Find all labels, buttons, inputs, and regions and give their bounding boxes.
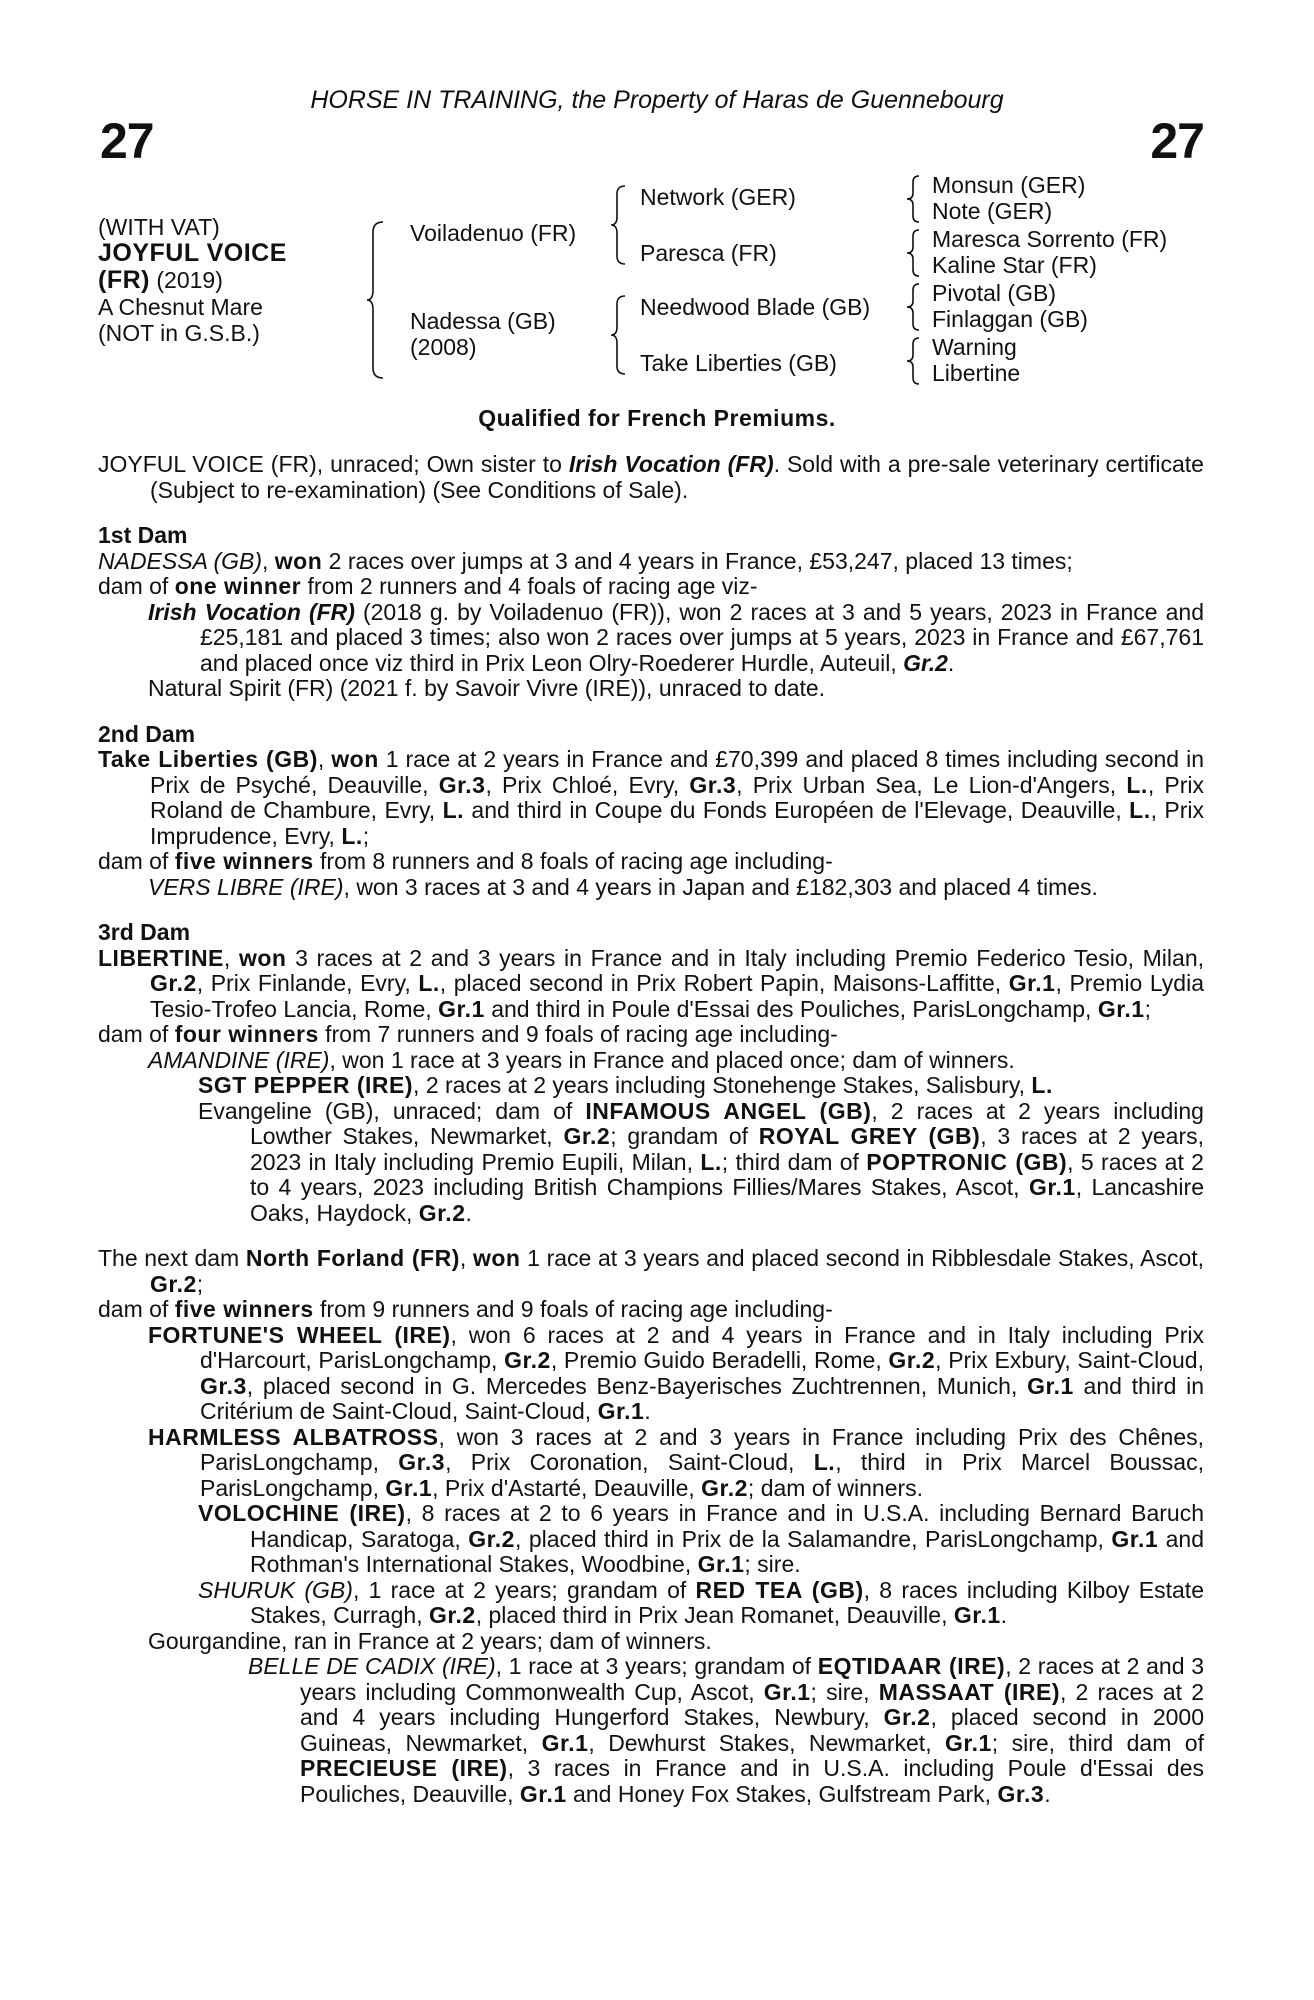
third-dam-p1 bbox=[98, 946, 1204, 1023]
text-run: Gr.1 bbox=[945, 1729, 992, 1756]
text-run: five winners bbox=[174, 848, 314, 874]
text-run: Gr.2 bbox=[428, 1602, 476, 1628]
text-run: L. bbox=[418, 970, 440, 996]
text-run: Gr.2 bbox=[903, 649, 948, 676]
text-run: Evangeline (GB), unraced; dam of bbox=[198, 1097, 586, 1124]
grandsire-2: Note (GER) bbox=[932, 198, 1053, 224]
text-run: L. bbox=[442, 797, 465, 823]
text-run: 1 race at 2 years in France and £70,399 and placed 8 times including second in Prix de Psyché, Deauville, bbox=[150, 746, 1204, 798]
grandsire-7: Warning bbox=[932, 334, 1017, 360]
first-dam-p2 bbox=[98, 574, 1204, 600]
text-run: , 1 race at 3 years; grandam of bbox=[495, 1653, 818, 1679]
dam-dam: Take Liberties (GB) bbox=[640, 350, 837, 376]
text-run: ; bbox=[1144, 995, 1151, 1022]
text-run: , placed third in Prix de la Salamandre, ParisLongchamp, bbox=[514, 1525, 1112, 1552]
text-run: Natural Spirit (FR) (2021 f. by Savoir Vivre (IRE)), unraced to date. bbox=[148, 675, 826, 701]
text-run: , 2 races at 2 and 4 years including Hungerford Stakes, Newbury, bbox=[300, 1678, 1204, 1730]
text-run: The next dam bbox=[98, 1245, 246, 1271]
text-run: dam of bbox=[98, 1021, 175, 1047]
grandsire-1: Monsun (GER) bbox=[932, 172, 1086, 198]
grandsire-3: Maresca Sorrento (FR) bbox=[932, 226, 1168, 252]
first-dam-heading: 1st Dam bbox=[98, 522, 188, 548]
text-run: four winners bbox=[174, 1021, 319, 1047]
dam-year: (2008) bbox=[410, 334, 477, 360]
text-run: Gr.2 bbox=[883, 1704, 931, 1730]
horse-description: A Chesnut Mare bbox=[98, 294, 263, 320]
text-run: RED TEA (GB) bbox=[695, 1576, 864, 1603]
third-dam-heading: 3rd Dam bbox=[98, 919, 191, 945]
next-dam-p2 bbox=[98, 1297, 1204, 1323]
text-run: , Prix d'Astarté, Deauville, bbox=[432, 1474, 702, 1501]
next-dam-p8 bbox=[98, 1654, 1204, 1807]
text-run: ; third dam of bbox=[721, 1148, 867, 1175]
next-dam-p7 bbox=[98, 1629, 1204, 1655]
vat-note: (WITH VAT) bbox=[98, 214, 220, 240]
text-run: INFAMOUS ANGEL (GB) bbox=[585, 1097, 872, 1124]
text-run: ; bbox=[362, 822, 370, 849]
catalogue-body bbox=[98, 452, 1204, 1807]
text-run: , Premio Guido Beradelli, Rome, bbox=[550, 1347, 889, 1373]
text-run: , 3 races at 2 years, 2023 in Italy including Premio Eupili, Milan, bbox=[250, 1123, 1204, 1175]
text-run: ROYAL GREY (GB) bbox=[758, 1123, 981, 1149]
text-run: , bbox=[459, 1245, 473, 1271]
text-run: POPTRONIC (GB) bbox=[866, 1148, 1068, 1175]
text-run: Gr.3 bbox=[398, 1449, 446, 1475]
text-run: SHURUK (GB) bbox=[198, 1576, 353, 1603]
text-run: from 7 runners and 9 foals of racing age including- bbox=[318, 1021, 838, 1047]
text-run: dam of bbox=[98, 573, 175, 599]
text-run: Gr.1 bbox=[385, 1474, 433, 1501]
page-header: HORSE IN TRAINING, the Property of Haras de Guennebourg bbox=[310, 86, 1004, 114]
dam-sire: Needwood Blade (GB) bbox=[640, 294, 871, 320]
text-run: L. bbox=[813, 1449, 836, 1475]
text-run: won bbox=[472, 1245, 521, 1271]
text-run: , bbox=[262, 547, 275, 574]
text-run: , won 6 races at 2 and 4 years in France and in Italy including Prix d'Harcourt, ParisLongchamp, bbox=[200, 1321, 1204, 1373]
text-run: 2 races over jumps at 3 and 4 years in France, £53,247, placed 13 times; bbox=[322, 547, 1073, 574]
brace-sire bbox=[610, 184, 628, 266]
text-run: AMANDINE (IRE) bbox=[148, 1046, 330, 1073]
text-run: Gr.1 bbox=[541, 1729, 589, 1756]
text-run: PRECIEUSE (IRE) bbox=[300, 1755, 508, 1781]
text-run: , third in Prix Marcel Boussac, ParisLongchamp, bbox=[200, 1449, 1204, 1501]
text-run: , 8 races at 2 to 6 years in France and in U.S.A. including Bernard Baruch Handicap, Saratoga, bbox=[250, 1500, 1204, 1552]
text-run: , placed second in G. Mercedes Benz-Bayerisches Zuchtrennen, Munich, bbox=[246, 1372, 1028, 1399]
text-run: one winner bbox=[174, 573, 302, 599]
text-run: Gr.1 bbox=[697, 1551, 745, 1577]
text-run: , won 3 races at 2 and 3 years in France including Prix des Chênes, ParisLongchamp, bbox=[200, 1423, 1205, 1475]
text-run: , won 1 race at 3 years in France and placed once; dam of winners. bbox=[329, 1046, 1015, 1073]
text-run: and third in Coupe du Fonds Européen de l'Elevage, Deauville, bbox=[464, 797, 1130, 823]
text-run: , Dewhurst Stakes, Newmarket, bbox=[588, 1729, 946, 1756]
text-run: ; sire. bbox=[744, 1551, 801, 1577]
text-run: , Prix Chloé, Evry, bbox=[485, 771, 690, 798]
next-dam-p4 bbox=[98, 1425, 1204, 1502]
grandsire-4: Kaline Star (FR) bbox=[932, 252, 1097, 278]
text-run: LIBERTINE bbox=[98, 944, 224, 971]
text-run: Gr.1 bbox=[519, 1780, 567, 1807]
text-run: Gr.2 bbox=[150, 1270, 197, 1297]
text-run: , Prix Urban Sea, Le Lion-d'Angers, bbox=[736, 771, 1127, 798]
second-dam-heading: 2nd Dam bbox=[98, 720, 196, 747]
text-run: Gr.1 bbox=[1097, 995, 1145, 1022]
text-run: 1 race at 3 years and placed second in Ribblesdale Stakes, Ascot, bbox=[520, 1245, 1205, 1271]
text-run: dam of bbox=[98, 1296, 175, 1322]
horse-country: (FR) bbox=[98, 266, 150, 294]
text-run: , 2 races at 2 and 3 years including Commonwealth Cup, Ascot, bbox=[300, 1653, 1204, 1705]
text-run: dam of bbox=[98, 848, 175, 874]
second-dam-p2 bbox=[98, 849, 1204, 875]
text-run: VERS LIBRE (IRE) bbox=[148, 873, 344, 900]
second-dam-p3 bbox=[98, 875, 1204, 901]
brace-dam bbox=[610, 294, 628, 376]
text-run: , 1 race at 2 years; grandam of bbox=[352, 1576, 696, 1603]
text-run: , 3 races in France and in U.S.A. including Poule d'Essai des Pouliches, Deauville, bbox=[300, 1755, 1204, 1807]
text-run: L. bbox=[1126, 771, 1148, 798]
text-run: 3 races at 2 and 3 years in France and in Italy including Premio Federico Tesio, Milan, bbox=[286, 944, 1204, 971]
brace-g1 bbox=[906, 174, 922, 224]
text-run: ; bbox=[196, 1270, 204, 1297]
text-run: Gr.1 bbox=[1028, 1174, 1076, 1200]
text-run: won bbox=[274, 547, 323, 574]
next-dam-p6 bbox=[98, 1578, 1204, 1629]
sire-sire: Network (GER) bbox=[640, 184, 796, 210]
text-run: Irish Vocation (FR) bbox=[148, 598, 355, 625]
brace-g2 bbox=[906, 228, 922, 278]
text-run: JOYFUL VOICE (FR), unraced; Own sister to bbox=[98, 451, 569, 477]
text-run: from 9 runners and 9 foals of racing age including- bbox=[313, 1296, 833, 1322]
text-run: Gourgandine, ran in France at 2 years; dam of winners. bbox=[148, 1627, 712, 1654]
next-dam-p3 bbox=[98, 1323, 1204, 1425]
text-run: Gr.3 bbox=[689, 771, 737, 798]
text-run: ; dam of winners. bbox=[747, 1474, 924, 1501]
text-run: Gr.1 bbox=[597, 1398, 645, 1424]
text-run: , 2 races at 2 years including Lowther Stakes, Newmarket, bbox=[250, 1097, 1204, 1149]
text-run: Gr.3 bbox=[997, 1780, 1045, 1807]
text-run: and Honey Fox Stakes, Gulfstream Park, bbox=[566, 1780, 998, 1807]
third-dam-p3 bbox=[98, 1048, 1204, 1074]
text-run: VOLOCHINE (IRE) bbox=[198, 1500, 406, 1526]
grandsire-6: Finlaggan (GB) bbox=[932, 306, 1088, 332]
sire: Voiladenuo (FR) bbox=[410, 220, 577, 246]
text-run: Take Liberties (GB) bbox=[98, 746, 318, 772]
text-run: Gr.3 bbox=[200, 1372, 247, 1399]
text-run: , bbox=[223, 944, 239, 971]
text-run: SGT PEPPER (IRE) bbox=[198, 1072, 414, 1098]
lot-number-left: 27 bbox=[100, 113, 154, 169]
text-run: Gr.1 bbox=[1008, 970, 1056, 996]
horse-origin-line bbox=[98, 267, 223, 294]
first-dam-p3 bbox=[98, 600, 1204, 677]
text-run: Gr.1 bbox=[763, 1678, 811, 1705]
text-run: BELLE DE CADIX (IRE) bbox=[248, 1653, 496, 1679]
text-run: NADESSA (GB) bbox=[98, 547, 263, 574]
text-run: ; sire, bbox=[810, 1678, 879, 1705]
brace-g3 bbox=[906, 282, 922, 332]
grandsire-5: Pivotal (GB) bbox=[932, 280, 1056, 306]
text-run: Gr.3 bbox=[438, 771, 486, 798]
text-run: , 2 races at 2 years including Stonehenge Stakes, Salisbury, bbox=[413, 1072, 1032, 1098]
text-run: , Prix Imprudence, Evry, bbox=[150, 797, 1205, 849]
text-run: , bbox=[317, 746, 332, 772]
text-run: Gr.1 bbox=[1027, 1372, 1074, 1399]
text-run: , Premio Lydia Tesio-Trofeo Lancia, Rome, bbox=[150, 970, 1204, 1022]
text-run: L. bbox=[1031, 1072, 1053, 1098]
second-dam-p1 bbox=[98, 747, 1204, 849]
text-run: (2018 g. by Voiladenuo (FR)), won 2 races at 3 and 5 years, 2023 in France and £25,181 and placed 3 times; also won 2 races over jumps at 5 years, 2023 in France and £67,761 and placed once viz third in Prix Leon Olry-Roederer Hurdle, Auteuil, bbox=[200, 598, 1204, 676]
text-run: Gr.2 bbox=[888, 1347, 936, 1373]
text-run: , placed second in Prix Robert Papin, Maisons-Laffitte, bbox=[439, 970, 1009, 996]
text-run: , Prix Roland de Chambure, Evry, bbox=[150, 771, 1204, 823]
text-run: MASSAAT (IRE) bbox=[878, 1678, 1061, 1705]
text-run: Gr.2 bbox=[150, 970, 197, 996]
text-run: L. bbox=[700, 1148, 722, 1175]
text-run: Gr.1 bbox=[438, 995, 485, 1022]
next-dam-p5 bbox=[98, 1501, 1204, 1578]
horse-name-line bbox=[98, 240, 287, 267]
intro-paragraph bbox=[98, 452, 1204, 503]
text-run: won bbox=[331, 746, 379, 772]
dam: Nadessa (GB) bbox=[410, 308, 556, 334]
text-run: from 8 runners and 8 foals of racing age including- bbox=[313, 848, 833, 874]
text-run: HARMLESS ALBATROSS bbox=[148, 1423, 439, 1450]
text-run: , placed second in 2000 Guineas, Newmarket, bbox=[300, 1704, 1204, 1756]
text-run: . bbox=[644, 1398, 651, 1424]
third-dam-p5 bbox=[98, 1099, 1204, 1227]
text-run: . bbox=[465, 1199, 472, 1226]
text-run: Gr.1 bbox=[1111, 1525, 1159, 1552]
text-run: ; grandam of bbox=[610, 1123, 759, 1149]
text-run: Gr.2 bbox=[563, 1123, 611, 1149]
sire-dam: Paresca (FR) bbox=[640, 240, 777, 266]
brace-main bbox=[366, 220, 386, 380]
text-run: five winners bbox=[174, 1296, 314, 1322]
third-dam-p2 bbox=[98, 1022, 1204, 1048]
text-run: Gr.2 bbox=[504, 1347, 551, 1373]
text-run: Gr.2 bbox=[701, 1474, 748, 1501]
qualified-note: Qualified for French Premiums. bbox=[478, 405, 836, 431]
text-run: Irish Vocation (FR) bbox=[568, 451, 774, 477]
text-run: , 8 races including Kilboy Estate Stakes, Curragh, bbox=[250, 1576, 1204, 1628]
next-dam-p1 bbox=[98, 1246, 1204, 1297]
text-run: Gr.2 bbox=[468, 1525, 515, 1552]
text-run: , Prix Exbury, Saint-Cloud, bbox=[935, 1347, 1204, 1373]
text-run: . bbox=[1044, 1780, 1051, 1807]
text-run: Gr.1 bbox=[953, 1602, 1001, 1628]
text-run: and third in Poule d'Essai des Pouliches, ParisLongchamp, bbox=[484, 995, 1098, 1022]
text-run: Gr.2 bbox=[418, 1199, 466, 1226]
text-run: . bbox=[1000, 1602, 1008, 1628]
brace-g4 bbox=[906, 336, 922, 386]
text-run: and third in Critérium de Saint-Cloud, Saint-Cloud, bbox=[200, 1372, 1204, 1424]
text-run: . bbox=[947, 649, 955, 676]
horse-name: JOYFUL VOICE bbox=[98, 239, 287, 267]
horse-year: (2019) bbox=[156, 267, 223, 293]
text-run: ; sire, third dam of bbox=[991, 1729, 1204, 1756]
horse-gsb: (NOT in G.S.B.) bbox=[98, 320, 260, 346]
text-run: , 5 races at 2 to 4 years, 2023 including British Champions Fillies/Mares Stakes, Ascot, bbox=[250, 1148, 1204, 1200]
text-run: , placed third in Prix Jean Romanet, Deauville, bbox=[475, 1602, 954, 1628]
text-run: . Sold with a pre-sale veterinary certificate (Subject to re-examination) (See Conditions of Sale). bbox=[150, 451, 1204, 503]
text-run: North Forland (FR) bbox=[245, 1245, 460, 1271]
text-run: L. bbox=[341, 822, 363, 849]
text-run: EQTIDAAR (IRE) bbox=[817, 1653, 1006, 1679]
first-dam-p1 bbox=[98, 549, 1204, 575]
text-run: won bbox=[238, 944, 287, 971]
first-dam-p4 bbox=[98, 676, 1204, 702]
lot-number-right: 27 bbox=[1150, 113, 1204, 169]
text-run: L. bbox=[1129, 797, 1151, 823]
pedigree-table bbox=[98, 170, 1218, 400]
text-run: , Prix Coronation, Saint-Cloud, bbox=[445, 1449, 814, 1475]
text-run: , Lancashire Oaks, Haydock, bbox=[250, 1174, 1204, 1226]
text-run: FORTUNE'S WHEEL (IRE) bbox=[148, 1321, 451, 1348]
text-run: , Prix Finlande, Evry, bbox=[196, 970, 419, 996]
text-run: and Rothman's International Stakes, Woodbine, bbox=[250, 1525, 1204, 1577]
third-dam-p4 bbox=[98, 1073, 1204, 1099]
grandsire-8: Libertine bbox=[932, 360, 1021, 386]
text-run: , won 3 races at 3 and 4 years in Japan and £182,303 and placed 4 times. bbox=[343, 873, 1098, 900]
text-run: from 2 runners and 4 foals of racing age viz- bbox=[301, 573, 758, 599]
